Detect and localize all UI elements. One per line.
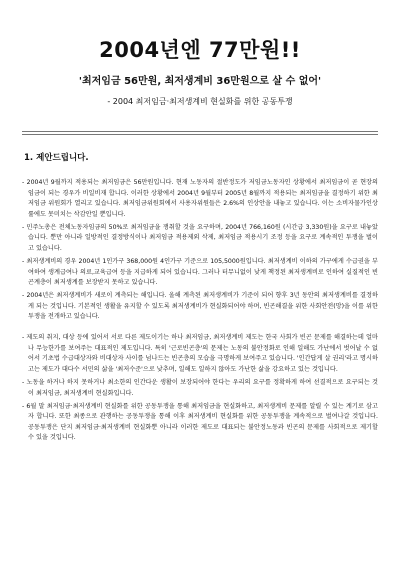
document-subline: - 2004 최저임금·최저생계비 현실화를 위한 공동투쟁 bbox=[107, 97, 293, 106]
document-body bbox=[22, 178, 378, 446]
paragraph: - 6월 말 최저임금·최저생계비 현실화를 위한 공동투쟁을 통해 최저임금을 현실화하고, 최저생계비 문제를 알릴 수 있는 계기로 삼고자 합니다. 또한 최종으로 관행하는 공동투쟁을 통해 이후 최저생계비 현실화를 위한 공동투쟁을 계속적으로 벌여나갈 것입니다. 공동투쟁은 단지 최저임금·최저생계비 현실화뿐 아니라 이러한 제도로 대표되는 불안정노동과 빈곤의 문제를 사회적으로 제기할 수 있을 것입니다. bbox=[22, 402, 378, 442]
paragraph: - 제도의 취지, 대상 등에 있어서 서로 다른 제도이기는 하나 최저임금, 최저생계비 제도는 한국 사회가 빈곤 문제를 해결하는데 얼마나 무능한가를 보여주는 대표적인 제도입니다. 특히 '근로빈곤층'의 문제는 노동의 불안정화로 인해 일해도 가난에서 벗어날 수 없어서 기초법 수급대상자와 비대상자 사이를 넘나드는 빈곤층의 모습을 극명하게 보여주고 있습니다. '인간답게 살 권리'라고 명시하고는 제도가 대다수 서민의 삶을 '최저수준'으로 낮추며, 일해도 일하지 않아도 가난한 삶을 강요하고 있는 것입니다. bbox=[22, 334, 378, 374]
paragraph: - 2004년 9월까지 적용되는 최저임금은 56만원입니다. 현재 노동자의 절반정도가 저임금노동자인 상황에서 최저임금이 곧 현장의 임금이 되는 경우가 비일비재 합니다. 이러한 상황에서 2004년 9월부터 2005년 8월까지 적용되는 최저임금을 결정하기 위한 최저임금 위원회가 열리고 있습니다. 최저임금위원회에서 사용자위원들은 2.6%의 인상안을 내놓고 있습니다. 이는 소비자물가인상률에도 못미치는 삭감안일 뿐입니다. bbox=[22, 179, 378, 218]
paragraph-gap bbox=[22, 325, 378, 333]
section-heading: 1. 제안드립니다. bbox=[24, 153, 89, 163]
paragraph: - 최저생계비의 경우 2004년 1인가구 368,000원 4인가구 기준으로 105,5000원입니다. 최저생계비 이하의 가구에게 수급권을 부여하여 생계급여나 의료,교육급여 등을 지급하게 되어 있습니다. 그러나 터무니없이 낮게 책정된 최저생계비로 인하여 실질적인 빈곤계층이 최저생계를 보장받지 못하고 있습니다. bbox=[22, 257, 378, 287]
paragraph: - 2004년은 최저생계비가 새로이 계측되는 해입니다. 올해 계측된 최저생계비가 기준이 되어 향후 3년 동안의 최저생계비를 결정하게 되는 것입니다. 기본적인 생활을 유지할 수 있도록 최저생계비가 현실화되어야 하며, 빈곤해결을 위한 사회안전(망)을 이를 위한 투쟁을 전개하고 있습니다. bbox=[22, 292, 378, 321]
divider-bottom bbox=[22, 134, 378, 135]
document-title: 2004년엔 77만원!! bbox=[99, 38, 301, 62]
document-subtitle: '최저임금 56만원, 최저생계비 36만원으로 살 수 없어' bbox=[78, 76, 322, 87]
divider-top bbox=[22, 131, 378, 132]
paragraph: - 노동을 하거나 하지 못하거나 최소한의 인간다운 생활이 보장되어야 한다는 우리의 요구를 정확하게 하여 선결적으로 요구되는 것이 최저임금, 최저생계비 현실화입니다. bbox=[22, 379, 378, 397]
paragraph: - 민주노총은 전체노동자임금의 50%로 최저임금을 쟁취할 것을 요구하며, 2004년 766,160원 (시간급 3,330원)을 요구로 내놓았습니다. 뿐만 아니라 일방적인 결정방식이나 최저임금 적용제외 삭제, 최저임금 적용시기 조정 등을 요구로 계속적인 투쟁을 벌이고 있습니다. bbox=[22, 223, 378, 252]
